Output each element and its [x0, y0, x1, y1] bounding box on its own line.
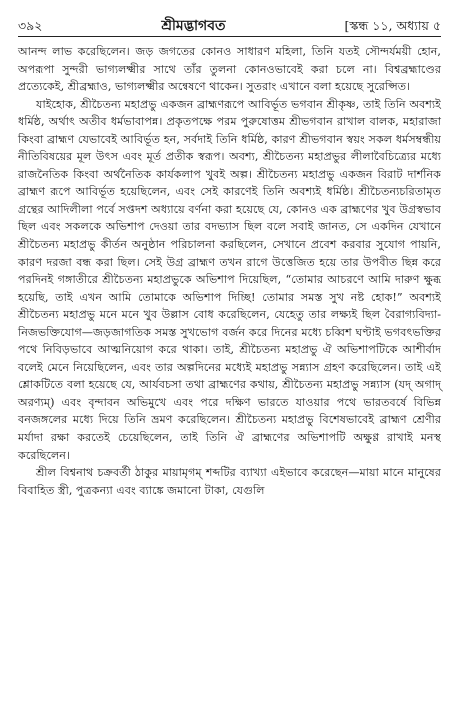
paragraph: আনন্দ লাভ করেছিলেন। জড় জগতের কোনও সাধারণ মহিলা, তিনি যতই সৌন্দর্যময়ী হোন, অপরূপা সুন্দরী ভাগ্যলক্ষ্মীর সাথে তাঁর তুলনা কোনওভাবেই করা চলে না। বিশ্বব্রহ্মাণ্ডের প্রত্যেকেই, শ্রীব্রহ্মাও, ভাগ্যলক্ষ্মীর অন্বেষণে থাকেন। সুতরাং এখানে বলা হয়েছে সুরেপ্সিত।: [18, 45, 441, 94]
page-number: ৩৯২: [18, 18, 43, 33]
paragraph: শ্রীল বিশ্বনাথ চক্রবর্তী ঠাকুর মায়ামৃগম্ শব্দটির ব্যাখ্যা এইভাবে করেছেন—মায়া মানে মানুষের বিবাহিত স্ত্রী, পুত্রকন্যা এবং ব্যাঙ্কে জমানো টাকা, যেগুলি: [18, 466, 441, 497]
page-body: [18, 43, 441, 499]
chapter-reference: [স্কন্ধ ১১, অধ্যায় ৫: [344, 18, 441, 33]
book-title: শ্রীমদ্ভাগবত: [161, 18, 226, 34]
page-header: [18, 14, 441, 37]
paragraph: যাইহোক, শ্রীচৈতন্য মহাপ্রভু একজন ব্রাহ্মণরূপে আবির্ভূত ভগবান শ্রীকৃষ্ণ, তাই তিনি অবশ্যই ধর্মিষ্ঠ, অর্থাৎ অতীব ধর্মভাবাপন্ন। প্রকৃতপক্ষে পরম পুরুষোত্তম শ্রীভগবান রাখাল বালক, মহারাজা কিংবা ব্রাহ্মণ যেভাবেই আবির্ভূত হন, সর্বদাই তিনি ধর্মিষ্ঠ, কারণ শ্রীভগবান স্বয়ং সকল ধর্মসম্বন্ধীয় নীতিবিষয়ের মূল উৎস এবং মূর্ত প্রতীক স্বরূপ। অবশ্য, শ্রীচৈতন্য মহাপ্রভুর লীলাবৈচিত্র্যের মধ্যে রাজনৈতিক কিংবা অর্থনৈতিক কার্যকলাপ খুবই অল্প। শ্রীচৈতন্য মহাপ্রভু একজন বিরাট দার্শনিক ব্রাহ্মণ রূপে আবির্ভূত হয়েছিলেন, এবং সেই কারণেই তিনি অবশ্যই ধর্মিষ্ঠ। শ্রীচৈতন্যচরিতামৃত গ্রন্থের আদিলীলা পর্বে সপ্তদশ অধ্যায়ে বর্ণনা করা হয়েছে যে, কোনও এক ব্রাহ্মণের খুব উগ্রস্বভাব ছিল এবং সকলকে অভিশাপ দেওয়া তার বদভ্যাস ছিল বলে সবাই জানত, সে একদিন যেখানে শ্রীচৈতন্য মহাপ্রভু কীর্তন অনুষ্ঠান পরিচালনা করছিলেন, সেখানে প্রবেশ করবার সুযোগ পায়নি, কারণ দরজা বন্ধ করা ছিল। সেই উগ্র ব্রাহ্মণ তখন রাগে উত্তেজিত হয়ে তার উপবীত ছিন্ন করে পরদিনই গঙ্গাতীরে শ্রীচৈতন্য মহাপ্রভুকে অভিশাপ দিয়েছিল, “তোমার আচরণে আমি দারুণ ক্ষুব্ধ হয়েছি, তাই এখন আমি তোমাকে অভিশাপ দিচ্ছি! তোমার সমস্ত সুখ নষ্ট হোক!” অবশ্যই শ্রীচৈতন্য মহাপ্রভু মনে মনে খুব উল্লাস বোধ করেছিলেন, যেহেতু তার লক্ষ্যই ছিল বৈরাগ্যবিদ্যা-নিজভক্তিযোগ—জড়জাগতিক সমস্ত সুখভোগ বর্জন করে দিনের মধ্যে চব্বিশ ঘণ্টাই ভগবৎভক্তির পথে নিবিড়ভাবে আত্মনিয়োগ করে থাকা। তাই, শ্রীচৈতন্য মহাপ্রভু ঐ অভিশাপটিকে আশীর্বাদ বলেই মেনে নিয়েছিলেন, এবং তার অল্পদিনের মধ্যেই মহাপ্রভু সন্ন্যাস গ্রহণ করেছিলেন। তাই এই শ্লোকটিতে বলা হয়েছে যে, আর্যবচসা তথা ব্রাহ্মণের কথায়, শ্রীচৈতন্য মহাপ্রভু সন্ন্যাস (যদ্ অগাদ্ অরণ্যম্) এবং বৃন্দাবন অভিমুখে এবং পরে দক্ষিণ ভারতে যাওয়ার পথে ভারতবর্ষে বিভিন্ন বনজঙ্গলের মধ্যে দিয়ে তিনি ভ্রমণ করেছিলেন। শ্রীচৈতন্য মহাপ্রভু বিশেষভাবেই ব্রাহ্মণ শ্রেণীর মর্যাদা রক্ষা করতেই চেয়েছিলেন, তাই তিনি ঐ ব্রাহ্মণের অভিশাপটি অক্ষুণ্ণ রাখাই মনস্থ করেছিলেন।: [18, 97, 441, 462]
